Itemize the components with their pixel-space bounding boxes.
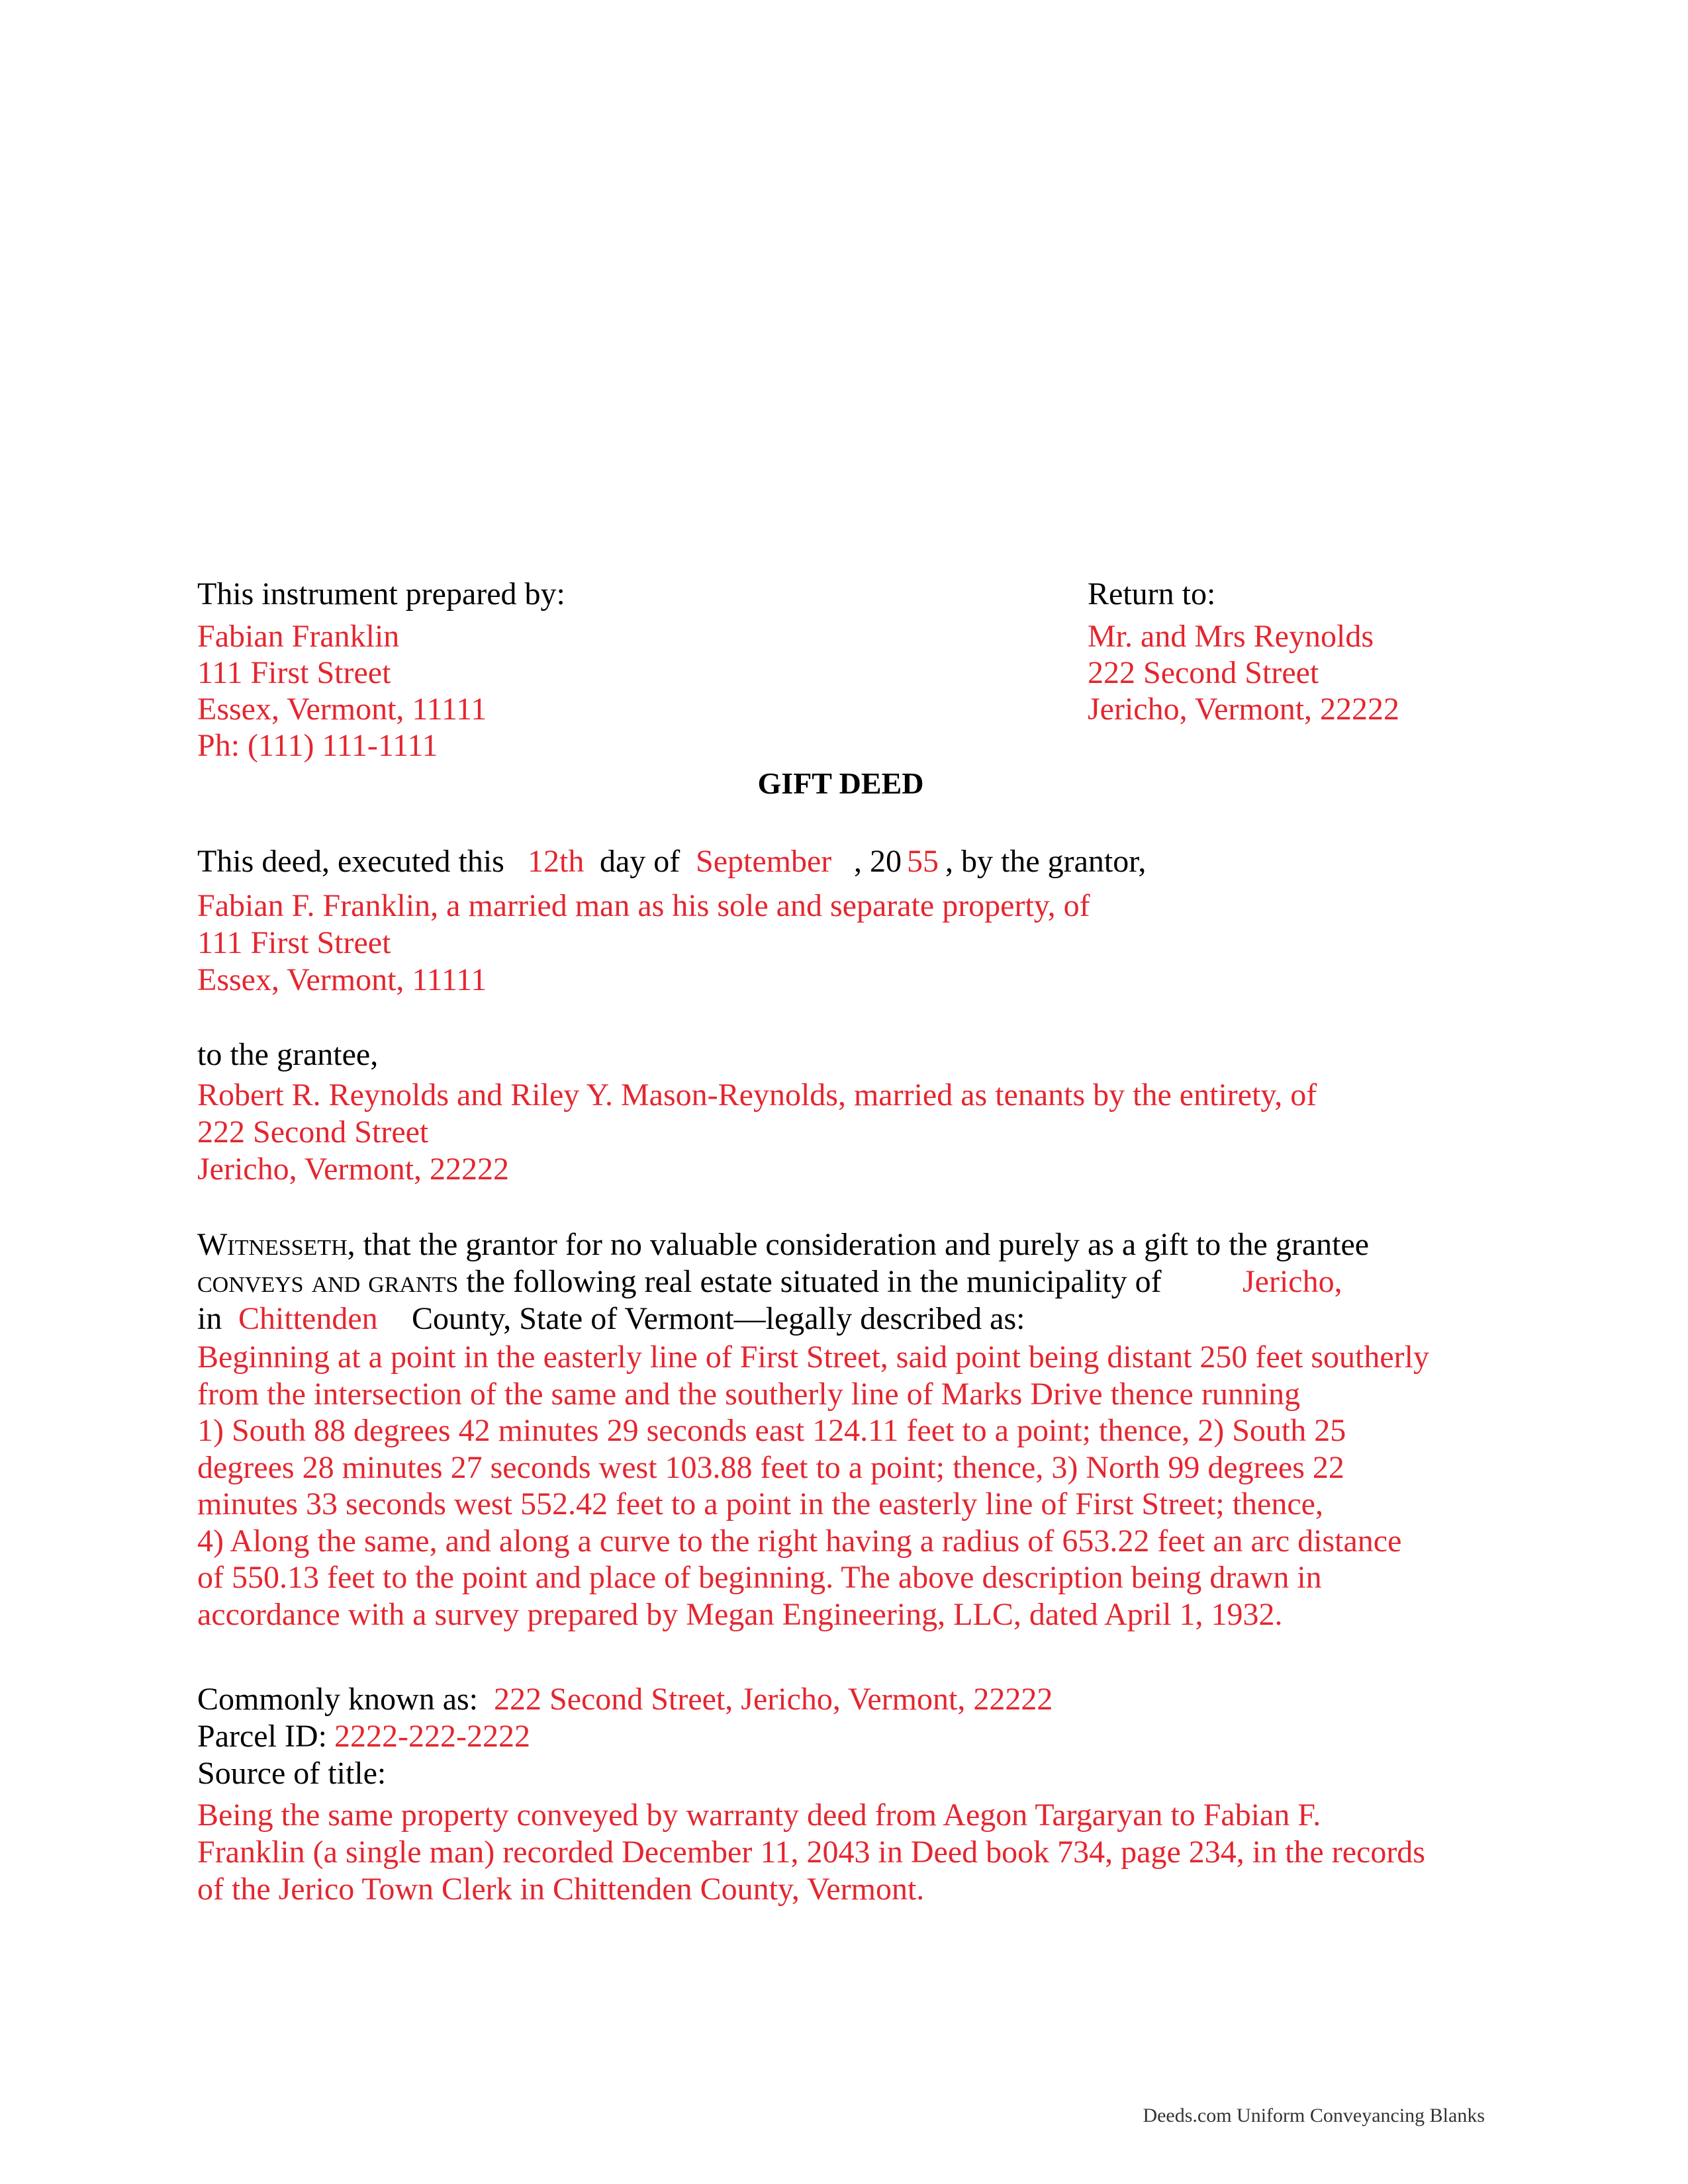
grantee-line-2: 222 Second Street bbox=[197, 1115, 429, 1150]
county-value: Chittenden bbox=[238, 1301, 378, 1336]
execution-year-suffix: 55 bbox=[907, 844, 939, 879]
legal-description-line: accordance with a survey prepared by Megan Engineering, LLC, dated April 1, 1932. bbox=[197, 1596, 1283, 1632]
legal-description-line: from the intersection of the same and the southerly line of Marks Drive thence running bbox=[197, 1376, 1301, 1412]
prepared-by-city: Essex, Vermont, 11111 bbox=[197, 692, 487, 727]
grantor-block bbox=[197, 887, 1090, 999]
execution-month: September bbox=[696, 844, 832, 879]
prepared-by-block bbox=[197, 618, 487, 764]
execution-suffix: , by the grantor, bbox=[945, 844, 1147, 879]
source-of-title-line: Franklin (a single man) recorded December 11, 2043 in Deed book 734, page 234, in the records bbox=[197, 1835, 1425, 1870]
legal-description-line: degrees 28 minutes 27 seconds west 103.88 feet to a point; thence, 3) North 99 degrees 22 bbox=[197, 1449, 1344, 1485]
legal-description bbox=[197, 1339, 1429, 1633]
execution-day: 12th bbox=[528, 844, 585, 879]
return-to-street: 222 Second Street bbox=[1088, 655, 1319, 690]
legal-description-line: 1) South 88 degrees 42 minutes 29 seconds east 124.11 feet to a point; thence, 2) South 25 bbox=[197, 1413, 1346, 1448]
legal-description-line: Beginning at a point in the easterly line of First Street, said point being distant 250 feet southerly bbox=[197, 1340, 1429, 1375]
parcel-id-value: 2222-222-2222 bbox=[334, 1719, 530, 1754]
source-of-title-block bbox=[197, 1797, 1425, 1908]
page-footer: Deeds.com Uniform Conveyancing Blanks bbox=[1143, 2105, 1485, 2126]
grantee-line-1: Robert R. Reynolds and Riley Y. Mason-Reynolds, married as tenants by the entirety, of bbox=[197, 1077, 1317, 1113]
municipality-value: Jericho, bbox=[1243, 1264, 1342, 1299]
grantor-line-1: Fabian F. Franklin, a married man as his sole and separate property, of bbox=[197, 888, 1090, 923]
return-to-label: Return to: bbox=[1088, 576, 1216, 612]
known-as-value: 222 Second Street, Jericho, Vermont, 22222 bbox=[494, 1682, 1053, 1717]
in-word: in bbox=[197, 1301, 222, 1336]
return-to-name: Mr. and Mrs Reynolds bbox=[1088, 619, 1374, 654]
execution-day-of: day of bbox=[600, 844, 680, 879]
execution-year-prefix: , 20 bbox=[854, 844, 902, 879]
prepared-by-phone: Ph: (111) 111-1111 bbox=[197, 728, 438, 763]
return-to-city: Jericho, Vermont, 22222 bbox=[1088, 692, 1400, 727]
source-of-title-line: Being the same property conveyed by warranty deed from Aegon Targaryan to Fabian F. bbox=[197, 1797, 1321, 1833]
document-title: GIFT DEED bbox=[757, 766, 924, 800]
return-to-block bbox=[1088, 618, 1399, 727]
execution-prefix: This deed, executed this bbox=[197, 844, 504, 879]
source-of-title-line: of the Jerico Town Clerk in Chittenden County, Vermont. bbox=[197, 1872, 925, 1907]
grantor-line-2: 111 First Street bbox=[197, 925, 391, 960]
witnesseth-line-2 bbox=[197, 1263, 1162, 1300]
prepared-by-street: 111 First Street bbox=[197, 655, 391, 690]
conveys-and-grants-word: conveys and grants bbox=[197, 1264, 459, 1299]
witnesseth-line-1 bbox=[197, 1226, 1369, 1263]
witnesseth-word: Witnesseth, bbox=[197, 1227, 355, 1262]
witnesseth-line-3-text: County, State of Vermont—legally described as: bbox=[412, 1301, 1025, 1336]
witnesseth-line-2-text: the following real estate situated in the municipality of bbox=[466, 1264, 1162, 1299]
prepared-by-name: Fabian Franklin bbox=[197, 619, 400, 654]
grantee-label: to the grantee, bbox=[197, 1037, 379, 1072]
known-as-label: Commonly known as: bbox=[197, 1682, 479, 1717]
legal-description-line: minutes 33 seconds west 552.42 feet to a point in the easterly line of First Street; thence, bbox=[197, 1486, 1323, 1522]
prepared-by-label: This instrument prepared by: bbox=[197, 576, 565, 612]
grantee-line-3: Jericho, Vermont, 22222 bbox=[197, 1152, 510, 1187]
legal-description-line: of 550.13 feet to the point and place of beginning. The above description being drawn in bbox=[197, 1560, 1322, 1595]
legal-description-line: 4) Along the same, and along a curve to the right having a radius of 653.22 feet an arc distance bbox=[197, 1523, 1402, 1559]
grantor-line-3: Essex, Vermont, 11111 bbox=[197, 962, 487, 997]
grantee-block bbox=[197, 1077, 1317, 1188]
witnesseth-line-1-text: that the grantor for no valuable consideration and purely as a gift to the grantee bbox=[363, 1227, 1370, 1262]
parcel-id-label: Parcel ID: bbox=[197, 1719, 327, 1754]
source-of-title-label: Source of title: bbox=[197, 1756, 387, 1791]
